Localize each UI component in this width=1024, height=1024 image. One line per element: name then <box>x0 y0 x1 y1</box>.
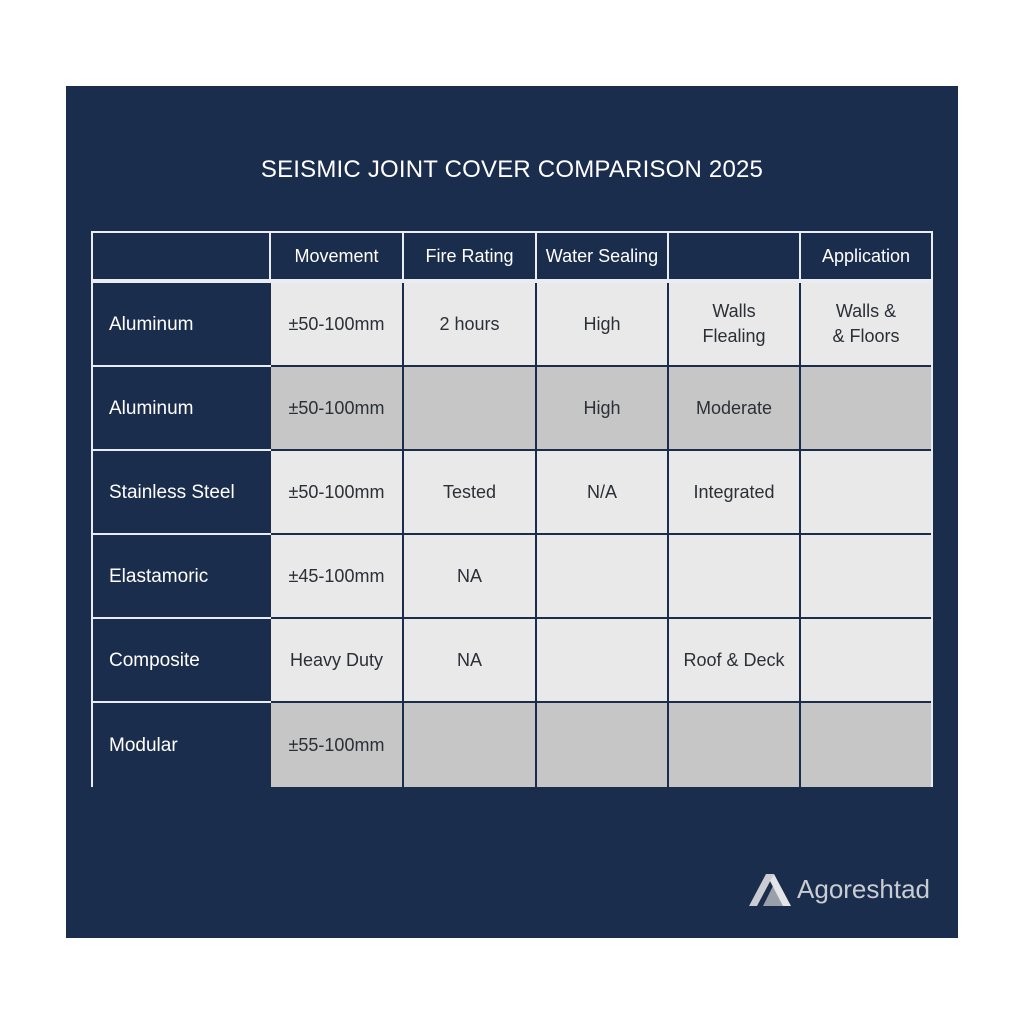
table-cell <box>537 535 669 619</box>
row-label: Elastamoric <box>93 535 271 619</box>
mountain-a-logo-icon <box>749 872 791 906</box>
table-cell: 2 hours <box>404 283 537 367</box>
row-label: Composite <box>93 619 271 703</box>
table-cell <box>801 451 931 535</box>
table-cell <box>404 703 537 787</box>
table-cell: High <box>537 283 669 367</box>
brand-logo <box>749 872 930 906</box>
table-cell: NA <box>404 619 537 703</box>
table-cell <box>801 703 931 787</box>
table-cell: N/A <box>537 451 669 535</box>
table-cell: ±55-100mm <box>271 703 404 787</box>
table-cell: ±50-100mm <box>271 283 404 367</box>
page-title: SEISMIC JOINT COVER COMPARISON 2025 <box>260 156 764 183</box>
column-header: Fire Rating <box>404 233 537 283</box>
table-cell <box>669 703 801 787</box>
column-header: Water Sealing <box>537 233 669 283</box>
row-label: Aluminum <box>93 367 271 451</box>
table-cell: High <box>537 367 669 451</box>
table-cell <box>801 619 931 703</box>
row-label: Stainless Steel <box>93 451 271 535</box>
column-header <box>669 233 801 283</box>
table-cell: Walls Flealing <box>669 283 801 367</box>
table-cell <box>537 619 669 703</box>
table-cell: Roof & Deck <box>669 619 801 703</box>
column-header: Application <box>801 233 931 283</box>
table-cell <box>669 535 801 619</box>
table-cell: ±45-100mm <box>271 535 404 619</box>
table-cell: NA <box>404 535 537 619</box>
column-header: Movement <box>271 233 404 283</box>
table-cell: Walls & & Floors <box>801 283 931 367</box>
row-label: Aluminum <box>93 283 271 367</box>
comparison-table <box>91 231 933 787</box>
comparison-panel <box>66 86 958 938</box>
table-cell: ±50-100mm <box>271 367 404 451</box>
table-cell <box>801 535 931 619</box>
table-cell: Heavy Duty <box>271 619 404 703</box>
table-cell <box>801 367 931 451</box>
table-cell: Tested <box>404 451 537 535</box>
table-cell <box>404 367 537 451</box>
brand-name: Agoreshtad <box>797 874 930 904</box>
row-label: Modular <box>93 703 271 787</box>
table-cell <box>537 703 669 787</box>
table-cell: ±50-100mm <box>271 451 404 535</box>
header-corner-cell <box>93 233 271 283</box>
table-cell: Moderate <box>669 367 801 451</box>
table-cell: Integrated <box>669 451 801 535</box>
